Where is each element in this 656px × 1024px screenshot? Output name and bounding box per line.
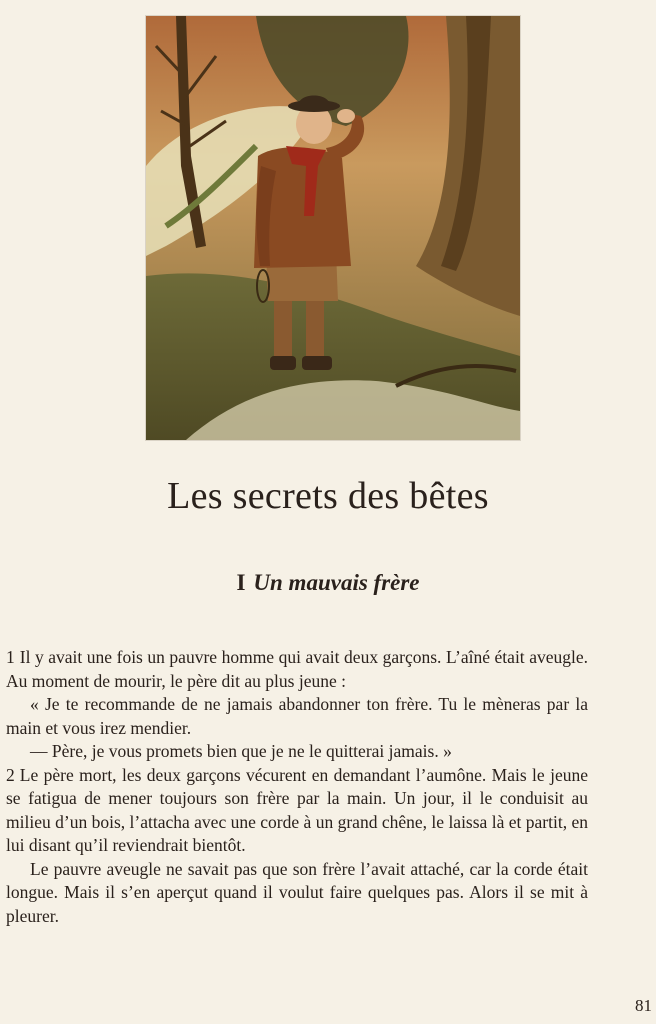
- paragraph-text: « Je te recommande de ne jamais abandonner ton frère. Tu le mèneras par la main et vous irez mendier.: [6, 694, 588, 738]
- chapter-heading: [0, 570, 656, 596]
- paragraph-text: — Père, je vous promets bien que je ne le quitterai jamais. »: [30, 741, 452, 761]
- chapter-name: Un mauvais frère: [253, 570, 420, 595]
- chapter-number: I: [236, 570, 246, 595]
- story-text: [6, 646, 588, 928]
- paragraph-text: Il y avait une fois un pauvre homme qui avait deux garçons. L’aîné était aveugle. Au moment de mourir, le père dit au plus jeune :: [6, 647, 588, 691]
- illustration-drawing: [146, 16, 520, 440]
- paragraph-text: Le pauvre aveugle ne savait pas que son frère l’avait attaché, car la corde était longue. Mais il s’en aperçut quand il voulut faire quelques pas. Alors il se mit à pleurer.: [6, 858, 588, 926]
- paragraph: [6, 693, 588, 740]
- paragraph: [6, 740, 588, 764]
- page-title: Les secrets des bêtes: [167, 475, 489, 517]
- paragraph-number: 2: [6, 764, 15, 785]
- paragraph: [6, 858, 588, 929]
- paragraph-number: 1: [6, 647, 15, 667]
- paragraph-text: Le père mort, les deux garçons vécurent en demandant l’aumône. Mais le jeune se fatigua de mener toujours son frère par la main. Un jour, il le conduisit au milieu d’un bois, l’attacha avec une corde à un grand chêne, le laissa là et partit, en lui disant qu’il reviendrait bientôt.: [6, 764, 588, 855]
- paragraph: [6, 646, 588, 693]
- boy-in-woods-illustration: [146, 16, 520, 440]
- paragraph: [6, 764, 588, 858]
- page-number: 81: [635, 996, 652, 1015]
